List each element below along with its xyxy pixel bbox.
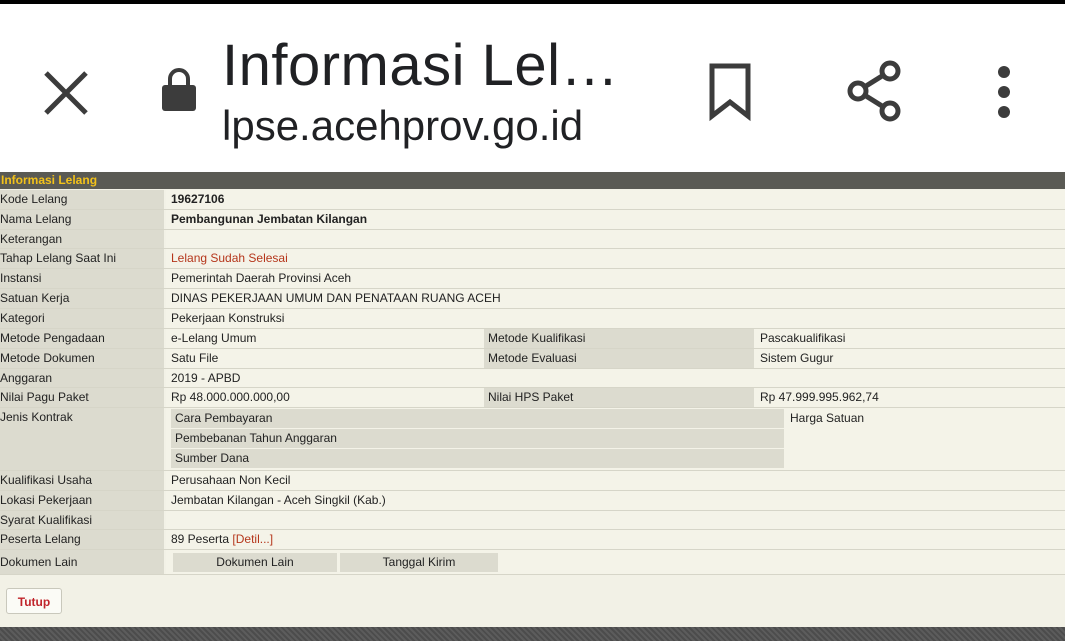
peserta-value-cell — [166, 530, 1065, 549]
row-metode-dokumen — [0, 349, 1065, 369]
metode-evaluasi-value: Sistem Gugur — [760, 351, 834, 365]
nama-value: Pembangunan Jembatan Kilangan — [166, 210, 1065, 229]
row-satuan-kerja — [0, 289, 1065, 309]
nama-label: Nama Lelang — [0, 210, 164, 229]
pagu-label: Nilai Pagu Paket — [0, 388, 164, 407]
page-footer — [0, 627, 1065, 641]
lokasi-label: Lokasi Pekerjaan — [0, 491, 164, 510]
metode-evaluasi-label: Metode Evaluasi — [484, 349, 754, 368]
instansi-value: Pemerintah Daerah Provinsi Aceh — [166, 269, 1065, 288]
row-pagu — [0, 388, 1065, 408]
close-icon[interactable] — [40, 67, 92, 119]
peserta-label: Peserta Lelang — [0, 530, 164, 549]
panel-header-title: Informasi Lelang — [1, 173, 98, 187]
pembebanan-label: Pembebanan Tahun Anggaran — [171, 429, 784, 448]
sumber-dana-label: Sumber Dana — [171, 449, 784, 468]
tahap-value: Lelang Sudah Selesai — [166, 249, 1065, 268]
cara-pembayaran-value: Harga Satuan — [790, 411, 865, 425]
metode-kualifikasi-value: Pascakualifikasi — [760, 331, 846, 345]
pagu-value: Rp 48.000.000.000,00 — [166, 388, 1065, 407]
instansi-label: Instansi — [0, 269, 164, 288]
cara-pembayaran-label: Cara Pembayaran — [171, 409, 784, 428]
metode-kualifikasi-label: Metode Kualifikasi — [484, 329, 754, 348]
row-dokumen-lain — [0, 550, 1065, 575]
dokumen-lain-label: Dokumen Lain — [0, 550, 164, 574]
satuan-value: DINAS PEKERJAAN UMUM DAN PENATAAN RUANG ACEH — [166, 289, 1065, 308]
share-icon[interactable] — [846, 59, 904, 123]
satuan-label: Satuan Kerja — [0, 289, 164, 308]
row-peserta — [0, 530, 1065, 550]
lock-icon — [160, 66, 198, 114]
anggaran-value: 2019 - APBD — [166, 369, 1065, 387]
metode-dokumen-label: Metode Dokumen — [0, 349, 164, 368]
row-instansi — [0, 269, 1065, 289]
syarat-label: Syarat Kualifikasi — [0, 511, 164, 529]
more-vert-icon[interactable] — [994, 64, 1014, 124]
hps-value: Rp 47.999.995.962,74 — [760, 390, 879, 404]
pembebanan-value — [786, 429, 790, 448]
browser-toolbar — [0, 4, 1065, 172]
row-metode-pengadaan — [0, 329, 1065, 349]
peserta-detail-link[interactable]: [Detil...] — [232, 532, 274, 546]
tanggal-kirim-col-header: Tanggal Kirim — [340, 553, 498, 572]
tender-info-panel — [0, 172, 1065, 627]
sumber-dana-value — [786, 449, 790, 468]
kualifikasi-value: Perusahaan Non Kecil — [166, 471, 1065, 490]
metode-pengadaan-label: Metode Pengadaan — [0, 329, 164, 348]
row-syarat — [0, 511, 1065, 530]
bookmark-icon[interactable] — [706, 62, 754, 122]
tahap-label: Tahap Lelang Saat Ini — [0, 249, 164, 268]
kode-value: 19627106 — [166, 190, 1065, 209]
row-tahap — [0, 249, 1065, 269]
panel-header — [0, 172, 1065, 189]
page-title[interactable]: Informasi Lel… — [222, 33, 620, 98]
lokasi-value: Jembatan Kilangan - Aceh Singkil (Kab.) — [166, 491, 1065, 510]
hps-label: Nilai HPS Paket — [484, 388, 754, 407]
peserta-count: 89 Peserta — [171, 532, 230, 546]
tutup-button[interactable]: Tutup — [6, 588, 62, 614]
keterangan-label: Keterangan — [0, 230, 164, 248]
metode-pengadaan-value: e-Lelang Umum — [166, 329, 1065, 348]
dokumen-col-header: Dokumen Lain — [173, 553, 337, 572]
row-kategori — [0, 309, 1065, 329]
page-url[interactable]: lpse.acehprov.go.id — [222, 102, 584, 149]
jenis-kontrak-label: Jenis Kontrak — [0, 408, 164, 470]
row-nama — [0, 210, 1065, 230]
metode-dokumen-value: Satu File — [166, 349, 1065, 368]
kualifikasi-label: Kualifikasi Usaha — [0, 471, 164, 490]
row-jenis-kontrak — [0, 408, 1065, 471]
syarat-value — [166, 511, 1065, 529]
row-lokasi — [0, 491, 1065, 511]
row-anggaran — [0, 369, 1065, 388]
kode-label: Kode Lelang — [0, 190, 164, 209]
anggaran-label: Anggaran — [0, 369, 164, 387]
row-kode — [0, 190, 1065, 210]
kategori-value: Pekerjaan Konstruksi — [166, 309, 1065, 328]
keterangan-value — [166, 230, 1065, 248]
kategori-label: Kategori — [0, 309, 164, 328]
row-kualifikasi — [0, 471, 1065, 491]
row-keterangan — [0, 230, 1065, 249]
